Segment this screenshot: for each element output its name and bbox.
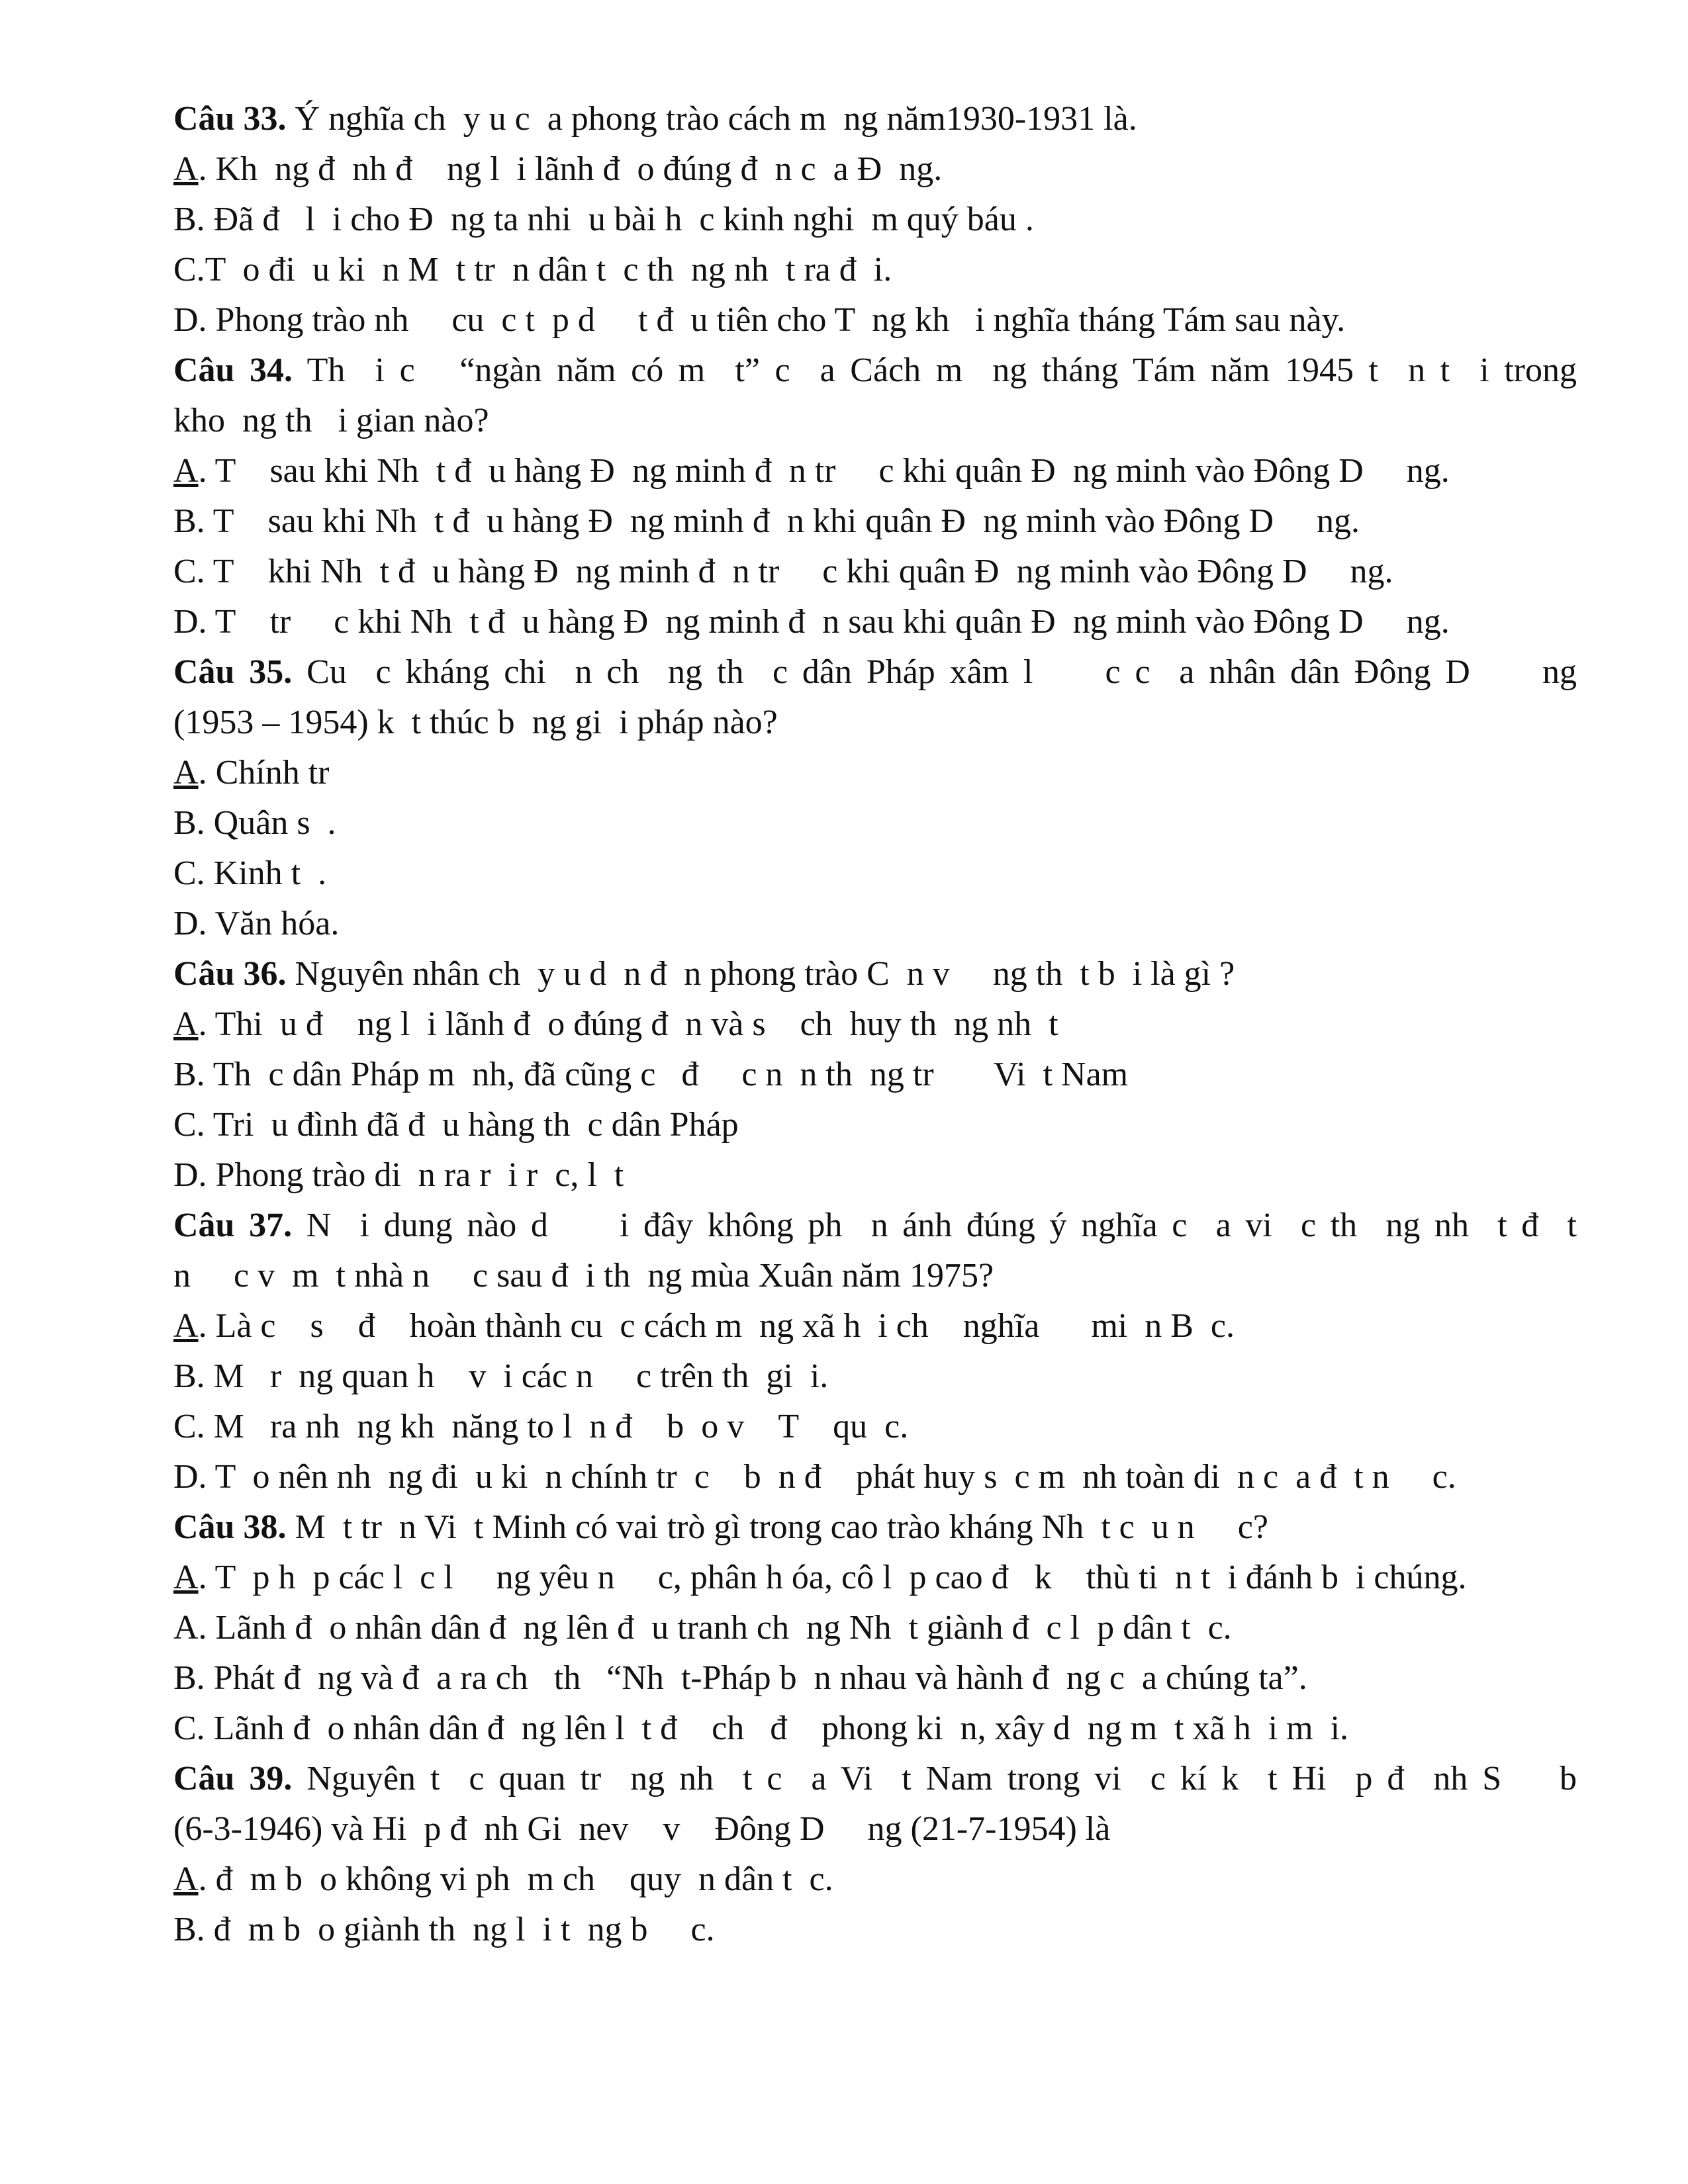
option-a (173, 1860, 833, 1899)
question-number: Câu 35. (173, 653, 293, 691)
question-35 (173, 653, 1577, 692)
option-text: . Là c s đ hoàn thành cu c cách m ng xã h i ch nghĩa mi n B c. (198, 1307, 1235, 1345)
answer-letter: A (173, 1860, 199, 1898)
option-c: C. Tri u đình đã đ u hàng th c dân Pháp (173, 1106, 739, 1144)
option-b: B. đ m b o giành th ng l i t ng b c. (173, 1911, 715, 1948)
option-a (173, 1306, 1235, 1346)
question-36 (173, 954, 1235, 994)
question-text-continued: kho ng th i gian nào? (173, 402, 489, 439)
option-text: . đ m b o không vi ph m ch quy n dân t c. (198, 1860, 833, 1898)
option-d: D. Phong trào nh cu c t p d t đ u tiên cho T ng kh i nghĩa tháng Tám sau này. (173, 301, 1346, 339)
question-text: Ý nghĩa ch y u c a phong trào cách m ng năm1930-1931 là. (295, 100, 1137, 138)
answer-letter: A (173, 754, 199, 792)
option-a-marked (173, 1558, 1467, 1598)
question-text: M t tr n Vi t Minh có vai trò gì trong cao trào kháng Nh t c u n c? (295, 1508, 1268, 1546)
question-number: Câu 37. (173, 1206, 293, 1244)
option-b: B. T sau khi Nh t đ u hàng Đ ng minh đ n khi quân Đ ng minh vào Đông D ng. (173, 502, 1360, 540)
question-number: Câu 34. (173, 351, 293, 389)
option-a (173, 451, 1450, 491)
answer-letter: A (173, 150, 199, 188)
option-c: C. T khi Nh t đ u hàng Đ ng minh đ n tr c khi quân Đ ng minh vào Đông D ng. (173, 553, 1393, 590)
option-b: B. Quân s . (173, 804, 336, 842)
option-b: B. Th c dân Pháp m nh, đã cũng c đ c n n th ng tr Vi t Nam (173, 1056, 1129, 1093)
option-d: D. Phong trào di n ra r i r c, l t (173, 1156, 624, 1194)
question-text-continued: n c v m t nhà n c sau đ i th ng mùa Xuân năm 1975? (173, 1257, 994, 1295)
question-34 (173, 351, 1577, 390)
question-39 (173, 1759, 1577, 1799)
option-d: D. T tr c khi Nh t đ u hàng Đ ng minh đ n sau khi quân Đ ng minh vào Đông D ng. (173, 603, 1450, 641)
option-c: C. Kinh t . (173, 854, 327, 892)
option-text: . T p h p các l c l ng yêu n c, phân h óa, cô l p cao đ k thù ti n t i đánh b i chúng. (198, 1559, 1467, 1596)
option-a (173, 753, 329, 793)
option-b: B. Đã đ l i cho Đ ng ta nhi u bài h c kinh nghi m quý báu . (173, 201, 1034, 238)
question-text: Nguyên t c quan tr ng nh t c a Vi t Nam trong vi c kí k t Hi p đ nh S b (306, 1760, 1577, 1797)
option-b: B. Phát đ ng và đ a ra ch th “Nh t-Pháp b n nhau và hành đ ng c a chúng ta”. (173, 1659, 1307, 1697)
answer-letter: A (173, 1307, 199, 1345)
question-text: Th i c “ngàn năm có m t” c a Cách m ng tháng Tám năm 1945 t n t i trong (306, 351, 1577, 389)
option-text: . Kh ng đ nh đ ng l i lãnh đ o đúng đ n c a Đ ng. (198, 150, 943, 188)
option-a: A. Lãnh đ o nhân dân đ ng lên đ u tranh ch ng Nh t giành đ c l p dân t c. (173, 1609, 1232, 1647)
option-c: C. Lãnh đ o nhân dân đ ng lên l t đ ch đ phong ki n, xây d ng m t xã h i m i. (173, 1709, 1349, 1747)
question-number: Câu 38. (173, 1508, 287, 1546)
answer-letter: A (173, 1005, 199, 1043)
question-text-continued: (1953 – 1954) k t thúc b ng gi i pháp nào? (173, 704, 778, 741)
option-text: . Chính tr (198, 754, 330, 792)
option-d: D. T o nên nh ng đi u ki n chính tr c b n đ phát huy s c m nh toàn di n c a đ t n c. (173, 1458, 1456, 1496)
question-text: Nguyên nhân ch y u d n đ n phong trào C n v ng th t b i là gì ? (295, 955, 1235, 993)
question-text: N i dung nào d i đây không ph n ánh đúng ý nghĩa c a vi c th ng nh t đ t (306, 1206, 1577, 1244)
answer-letter: A (173, 1559, 199, 1596)
option-a (173, 150, 942, 189)
option-d: D. Văn hóa. (173, 905, 340, 942)
option-c: C. M ra nh ng kh năng to l n đ b o v T qu c. (173, 1408, 909, 1445)
option-text: . Thi u đ ng l i lãnh đ o đúng đ n và s ch huy th ng nh t (198, 1005, 1058, 1043)
option-b: B. M r ng quan h v i các n c trên th gi i. (173, 1357, 829, 1395)
question-37 (173, 1206, 1577, 1246)
question-number: Câu 39. (173, 1760, 293, 1797)
question-text: Cu c kháng chi n ch ng th c dân Pháp xâm l c c a nhân dân Đông D ng (306, 653, 1577, 691)
option-c: C.T o đi u ki n M t tr n dân t c th ng nh t ra đ i. (173, 251, 892, 289)
question-33 (173, 99, 1137, 139)
question-38 (173, 1508, 1268, 1547)
option-a (173, 1005, 1058, 1044)
question-number: Câu 33. (173, 100, 287, 138)
answer-letter: A (173, 452, 199, 490)
question-number: Câu 36. (173, 955, 287, 993)
option-text: . T sau khi Nh t đ u hàng Đ ng minh đ n tr c khi quân Đ ng minh vào Đông D ng. (198, 452, 1450, 490)
question-text-continued: (6-3-1946) và Hi p đ nh Gi nev v Đông D ng (21-7-1954) là (173, 1810, 1111, 1848)
